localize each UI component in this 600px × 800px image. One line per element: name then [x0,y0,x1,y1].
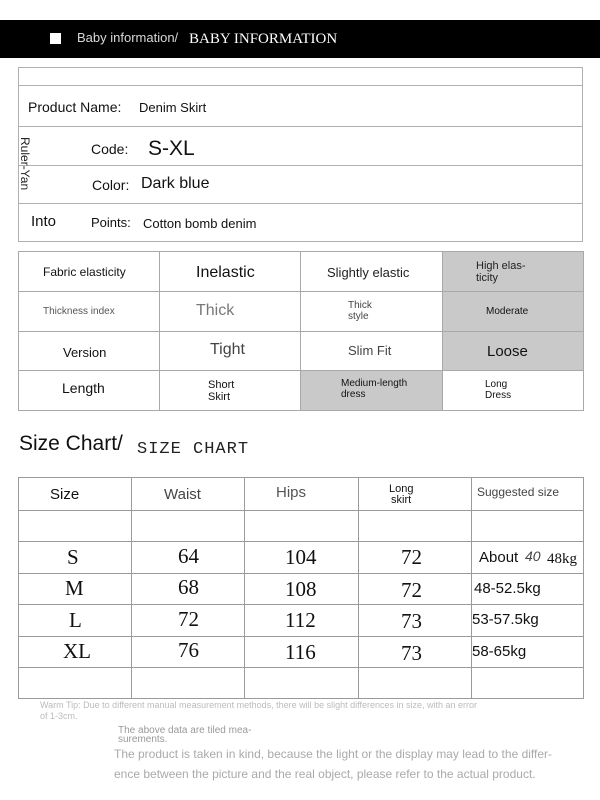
attr-label-0 [18,251,160,292]
into-label: Into [31,213,57,230]
product-name-value: Denim Skirt [139,100,207,115]
row-xl-long: 73 [401,641,422,665]
divider [19,126,582,127]
divider [471,478,472,698]
attr-text: Slim Fit [348,343,392,358]
attr-text: Thick [196,302,235,319]
row-m-hips: 108 [285,577,317,601]
attr-text: Length [62,380,105,396]
points-label: Points: [91,215,131,230]
divider [19,604,583,605]
header-bar [0,20,600,58]
attr-text: Inelastic [196,264,255,281]
header-title: BABY INFORMATION [189,31,338,47]
attr-option-0-0 [159,251,301,292]
row-l-waist: 72 [178,607,199,631]
tiled-note-line-2: surements. [118,734,168,745]
header-label: Baby information/ [77,30,179,45]
row-s-suggested-b: 40 [525,548,541,564]
col-header-hips: Hips [276,484,307,501]
warm-tip-line-2: of 1-3cm. [40,711,78,721]
attr-option-0-1 [300,251,443,292]
attr-text: Thick style [348,300,372,322]
row-m-waist: 68 [178,575,199,599]
row-s-suggested-c: 48kg [547,551,577,567]
row-s-long: 72 [401,545,422,569]
product-name-label: Product Name: [28,99,122,115]
row-xl-waist: 76 [178,638,199,662]
row-s-hips: 104 [285,545,317,569]
attr-text: Short Skirt [208,379,235,403]
attr-option-0-2 [442,251,584,292]
attr-text: Moderate [486,306,529,317]
attr-option-2-0 [159,331,301,371]
divider [244,478,245,698]
attr-text: Version [63,345,107,360]
code-label: Code: [91,141,129,157]
attr-text: Tight [210,341,245,358]
disclaimer-line-2: ence between the picture and the real object, please refer to the actual product. [114,767,536,781]
col-header-suggested: Suggested size [477,485,560,499]
attr-text: Thickness index [43,306,115,317]
divider [19,510,583,511]
row-xl-hips: 116 [285,640,316,664]
divider [358,478,359,698]
attr-option-1-2 [442,291,584,332]
divider [19,636,583,637]
size-chart-title-en: SIZE CHART [137,440,250,459]
attr-option-1-1 [300,291,443,332]
row-xl-size: XL [63,639,91,663]
header-square-icon [50,33,61,44]
attr-option-3-0 [159,370,301,411]
tiled-note-line-1: The above data are tiled mea- [118,725,252,736]
row-s-size: S [67,545,79,569]
row-s-waist: 64 [178,544,199,568]
attr-label-1 [18,291,160,332]
divider [19,573,583,574]
row-xl-suggested: 58-65kg [472,643,527,660]
col-header-waist: Waist [164,486,201,503]
size-chart-title: Size Chart/ [19,432,123,455]
row-m-size: M [65,576,84,600]
attr-text: Medium-length dress [341,378,408,400]
color-label: Color: [92,177,130,193]
attr-option-3-2 [442,370,584,411]
attr-option-2-1 [300,331,443,371]
attr-text: Loose [487,343,528,360]
divider [19,85,582,86]
attr-label-3 [18,370,160,411]
attributes-grid [18,251,584,411]
row-l-hips: 112 [285,608,316,632]
col-header-long-2: skirt [391,494,412,506]
attr-text: Slightly elastic [327,265,410,280]
row-l-long: 73 [401,609,422,633]
attr-text: Fabric elasticity [43,265,126,279]
points-value: Cotton bomb denim [143,216,257,231]
ruler-label: Ruler-Yan [18,137,32,191]
divider [19,165,582,166]
attr-text: High elas- ticity [476,260,526,284]
divider [19,667,583,668]
divider [131,478,132,698]
code-value: S-XL [148,137,195,160]
attr-label-2 [18,331,160,371]
row-s-suggested-a: About [479,549,519,566]
attr-option-2-2 [442,331,584,371]
divider [19,541,583,542]
row-l-size: L [69,608,82,632]
row-m-long: 72 [401,578,422,602]
disclaimer-line-1: The product is taken in kind, because the light or the display may lead to the differ- [114,747,553,761]
col-header-size: Size [50,486,80,503]
attr-option-3-1 [300,370,443,411]
attr-option-1-0 [159,291,301,332]
attr-text: Long Dress [485,379,512,401]
row-m-suggested: 48-52.5kg [474,580,541,597]
col-header-long-1: Long [389,483,414,495]
warm-tip-line-1: Warm Tip: Due to different manual measurement methods, there will be slight differences in size, with an error [40,700,478,710]
row-l-suggested: 53-57.5kg [472,611,539,628]
color-value: Dark blue [141,175,210,192]
divider [19,203,582,204]
